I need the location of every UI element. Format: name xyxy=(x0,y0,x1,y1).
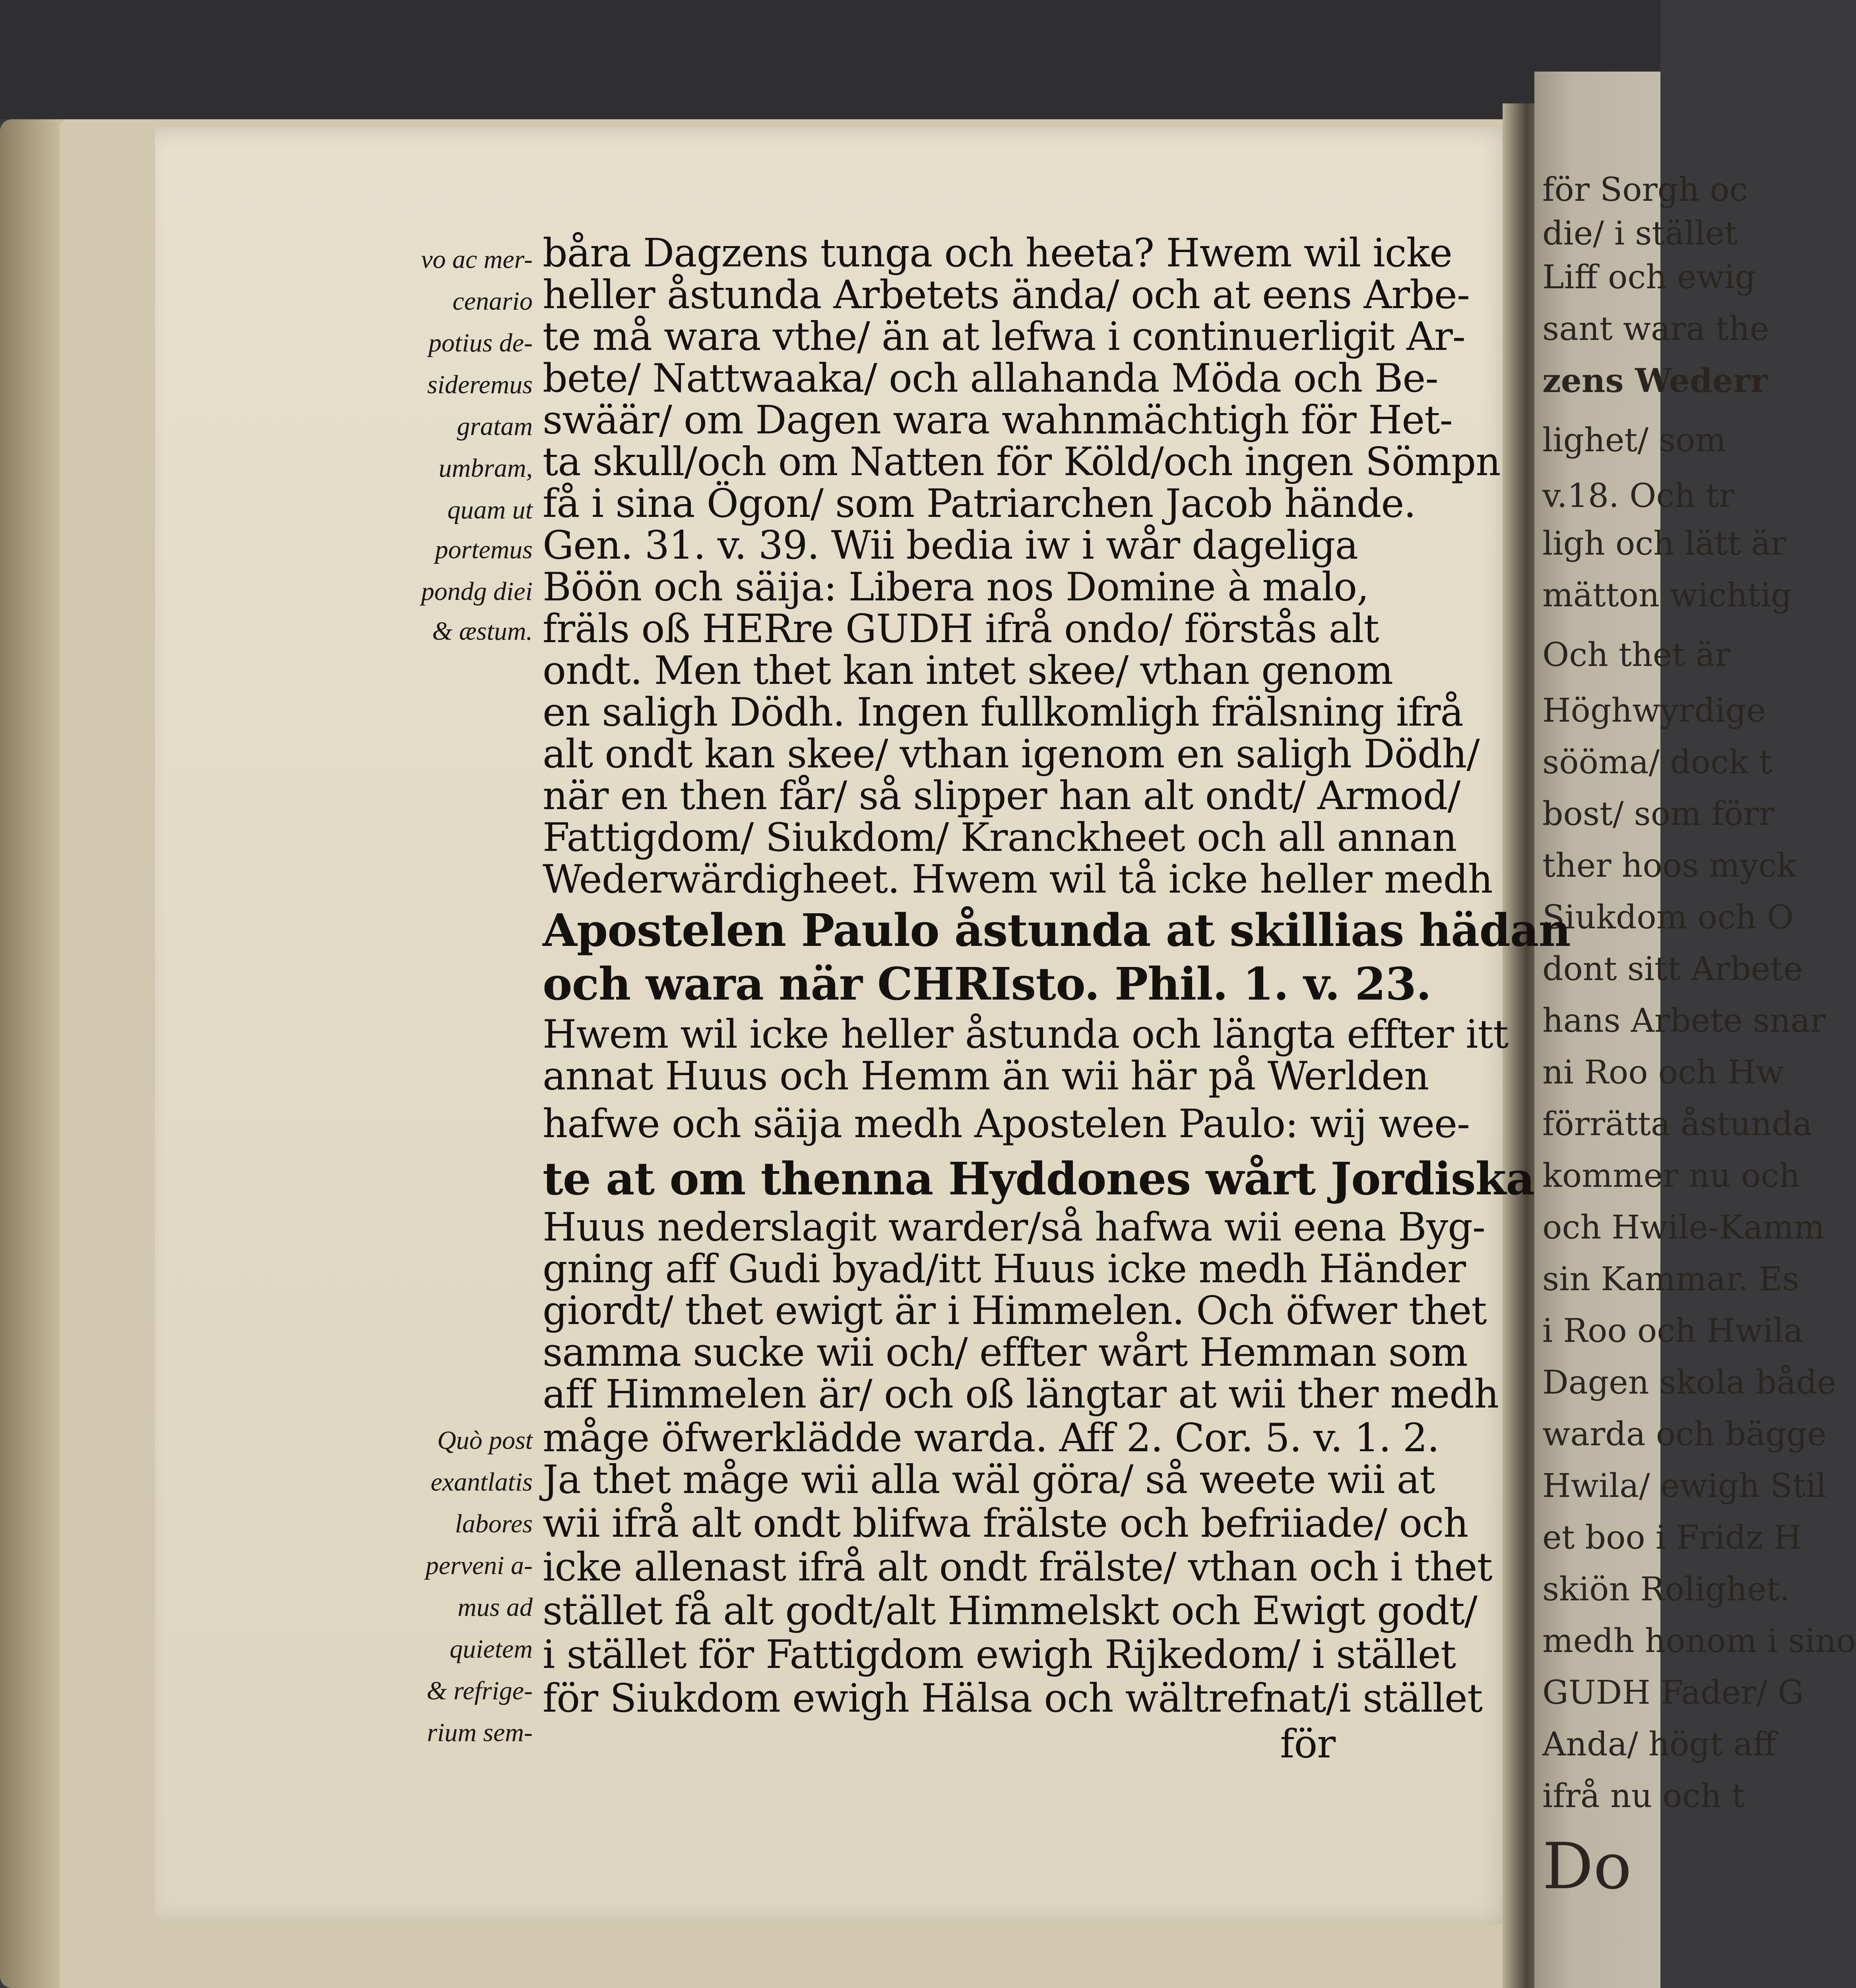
facing-line: sant wara the xyxy=(1542,310,1769,348)
text-line: wii ifrå alt ondt blifwa frälste och befriiade/ och xyxy=(543,1501,1468,1546)
margin-note: portemus xyxy=(435,535,533,564)
text-line: samma sucke wii och/ effter wårt Hemman som xyxy=(543,1330,1468,1375)
facing-line: lighet/ som xyxy=(1542,421,1726,459)
facing-line: Och thet är xyxy=(1542,636,1731,674)
facing-line: Anda/ högt aff xyxy=(1542,1726,1776,1763)
facing-line: sin Kammar. Es xyxy=(1542,1260,1799,1298)
margin-note: quietem xyxy=(450,1635,533,1664)
text-line: Fattigdom/ Siukdom/ Kranckheet och all annan xyxy=(543,815,1457,860)
text-line: en saligh Dödh. Ingen fullkomligh frälsning ifrå xyxy=(543,690,1463,735)
facing-line: v.18. Och tr xyxy=(1542,477,1735,515)
margin-note: pondg diei xyxy=(421,577,533,606)
text-line: måge öfwerklädde warda. Aff 2. Cor. 5. v. 1. 2. xyxy=(543,1415,1439,1461)
text-line: swäär/ om Dagen wara wahnmächtigh för Het- xyxy=(543,398,1453,443)
text-line: för Siukdom ewigh Hälsa och wältrefnat/i stället xyxy=(543,1676,1483,1721)
margin-note: umbram, xyxy=(438,454,533,483)
margin-note: rium sem- xyxy=(427,1718,533,1747)
facing-line: förrätta åstunda xyxy=(1542,1105,1812,1143)
text-line: när en then får/ så slipper han alt ondt/ Armod/ xyxy=(543,773,1460,819)
facing-line: medh honom i sino xyxy=(1542,1622,1856,1660)
text-line: fräls oß HERre GUDH ifrå ondo/ förstås alt xyxy=(543,606,1379,652)
facing-line: Höghwyrdige xyxy=(1542,692,1766,730)
text-line: Böön och säija: Libera nos Domine à malo, xyxy=(543,565,1369,610)
margin-note: Quò post xyxy=(437,1426,533,1455)
facing-line: dont sitt Arbete xyxy=(1542,950,1803,988)
facing-line: zens Wederr xyxy=(1542,362,1768,400)
facing-line: GUDH Fader/ G xyxy=(1542,1674,1804,1712)
margin-note: & refrige- xyxy=(427,1676,533,1705)
margin-note: sideremus xyxy=(427,370,533,399)
margin-note: quam ut xyxy=(447,495,533,524)
text-line: annat Huus och Hemm än wii här på Werlden xyxy=(543,1054,1429,1099)
facing-line: ther hoos myck xyxy=(1542,847,1796,885)
facing-line: Siukdom och O xyxy=(1542,899,1794,936)
text-line: få i sina Ögon/ som Patriarchen Jacob hände. xyxy=(543,481,1416,526)
text-line: ondt. Men thet kan intet skee/ vthan genom xyxy=(543,648,1393,693)
text-line: Gen. 31. v. 39. Wii bedia iw i wår dageliga xyxy=(543,523,1358,568)
facing-line: kommer nu och xyxy=(1542,1157,1800,1195)
margin-note: vo ac mer- xyxy=(421,245,533,274)
margin-note: potius de- xyxy=(428,328,533,357)
facing-page xyxy=(1534,72,1856,1988)
facing-line: mätton wichtig xyxy=(1542,577,1792,614)
text-line: gning aff Gudi byad/itt Huus icke medh Händer xyxy=(543,1246,1466,1292)
text-line: icke allenast ifrå alt ondt frälste/ vthan och i thet xyxy=(543,1545,1492,1590)
text-line: hafwe och säija medh Apostelen Paulo: wij wee- xyxy=(543,1101,1470,1147)
background xyxy=(0,0,1660,119)
margin-note: cenario xyxy=(452,287,533,316)
text-line: aff Himmelen är/ och oß längtar at wii ther medh xyxy=(543,1372,1499,1417)
text-line: giordt/ thet ewigt är i Himmelen. Och öfwer thet xyxy=(543,1288,1487,1334)
margin-note: & æstum. xyxy=(432,617,533,646)
margin-note: gratam xyxy=(457,412,533,441)
text-line: stället få alt godt/alt Himmelskt och Ewigt godt/ xyxy=(543,1588,1477,1634)
facing-line: bost/ som förr xyxy=(1542,795,1775,833)
text-line: Huus nederslagit warder/så hafwa wii eena Byg- xyxy=(543,1205,1486,1250)
text-line: bete/ Nattwaaka/ och allahanda Möda och Be- xyxy=(543,356,1438,401)
text-line: Apostelen Paulo åstunda at skillias hädan xyxy=(543,905,1571,957)
margin-note: perveni a- xyxy=(425,1551,533,1580)
facing-line: och Hwile-Kamm xyxy=(1542,1209,1825,1246)
text-line: ta skull/och om Natten för Köld/och ingen Sömpn xyxy=(543,439,1501,485)
facing-line: ni Roo och Hw xyxy=(1542,1054,1784,1091)
facing-line: warda och bägge xyxy=(1542,1415,1827,1453)
facing-line: Do xyxy=(1542,1829,1632,1903)
facing-line: et boo i Fridz H xyxy=(1542,1519,1802,1557)
margin-note: exantlatis xyxy=(431,1468,533,1497)
facing-line: Liff och ewig xyxy=(1542,258,1756,296)
facing-line: Hwila/ ewigh Stil xyxy=(1542,1467,1827,1505)
margin-note: labores xyxy=(455,1509,533,1538)
text-line: Hwem wil icke heller åstunda och längta effter itt xyxy=(543,1012,1509,1057)
facing-line: sööma/ dock t xyxy=(1542,744,1772,781)
text-line: Ja thet måge wii alla wäl göra/ så weete wii at xyxy=(543,1457,1435,1503)
text-line: te at om thenna Hyddones wårt Jordiska xyxy=(543,1153,1534,1205)
facing-line: Dagen skola både xyxy=(1542,1364,1837,1402)
facing-line: hans Arbete snar xyxy=(1542,1002,1826,1040)
facing-line: skiön Rolighet. xyxy=(1542,1571,1790,1608)
facing-line: i Roo och Hwila xyxy=(1542,1312,1804,1350)
facing-line: ligh och lätt är xyxy=(1542,525,1786,563)
text-line: alt ondt kan skee/ vthan igenom en saligh Dödh/ xyxy=(543,732,1480,777)
text-line: Wederwärdigheet. Hwem wil tå icke heller medh xyxy=(543,857,1493,902)
margin-note: mus ad xyxy=(458,1593,533,1622)
facing-line: ifrå nu och t xyxy=(1542,1777,1745,1815)
text-line: och wara när CHRIsto. Phil. 1. v. 23. xyxy=(543,958,1431,1010)
text-line: heller åstunda Arbetets ända/ och at eens Arbe- xyxy=(543,272,1470,318)
catchword: för xyxy=(1280,1722,1336,1767)
text-line: te må wara vthe/ än at lefwa i continuerligit Ar- xyxy=(543,314,1465,359)
facing-line: die/ i stället xyxy=(1542,215,1738,252)
text-line: i stället för Fattigdom ewigh Rijkedom/ i stället xyxy=(543,1632,1456,1677)
text-line: båra Dagzens tunga och heeta? Hwem wil icke xyxy=(543,231,1452,276)
facing-line: för Sorgh oc xyxy=(1542,171,1748,209)
